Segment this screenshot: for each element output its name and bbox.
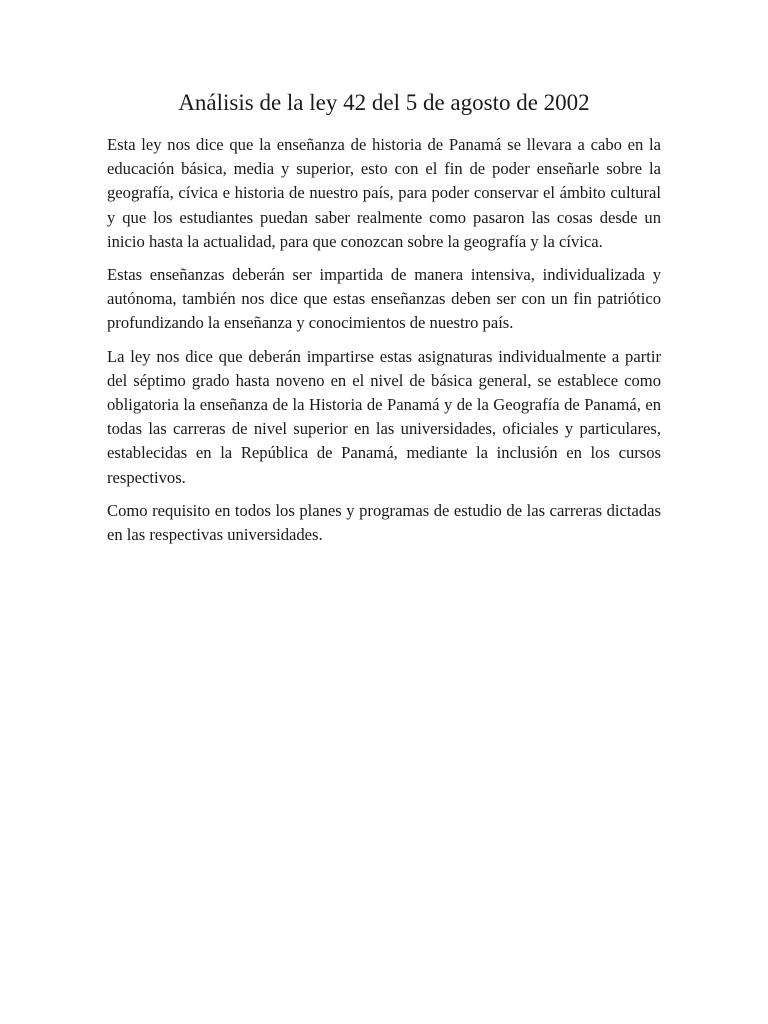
- paragraph-1: Esta ley nos dice que la enseñanza de historia de Panamá se llevara a cabo en la educación básica, media y superior, esto con el fin de poder enseñarle sobre la geografía, cívica e historia de nuestro país, para poder conservar el ámbito cultural y que los estudiantes puedan saber realmente como pasaron las cosas desde un inicio hasta la actualidad, para que conozcan sobre la geografía y la cívica.: [107, 135, 661, 251]
- paragraph-4: Como requisito en todos los planes y programas de estudio de las carreras dictadas en las respectivas universidades.: [107, 500, 661, 545]
- document-title: Análisis de la ley 42 del 5 de agosto de 2002: [178, 90, 590, 115]
- document-body: [107, 133, 661, 556]
- paragraph-3: La ley nos dice que deberán impartirse estas asignaturas individualmente a partir del séptimo grado hasta noveno en el nivel de básica general, se establece como obligatoria la enseñanza de la Historia de Panamá y de la Geografía de Panamá, en todas las carreras de nivel superior en las universidades, oficiales y particulares, establecidas en la República de Panamá, mediante la inclusión en los cursos respectivos.: [107, 346, 661, 487]
- paragraph-2: Estas enseñanzas deberán ser impartida de manera intensiva, individualizada y autónoma, también nos dice que estas enseñanzas deben ser con un fin patriótico profundizando la enseñanza y conocimientos de nuestro país.: [107, 265, 661, 333]
